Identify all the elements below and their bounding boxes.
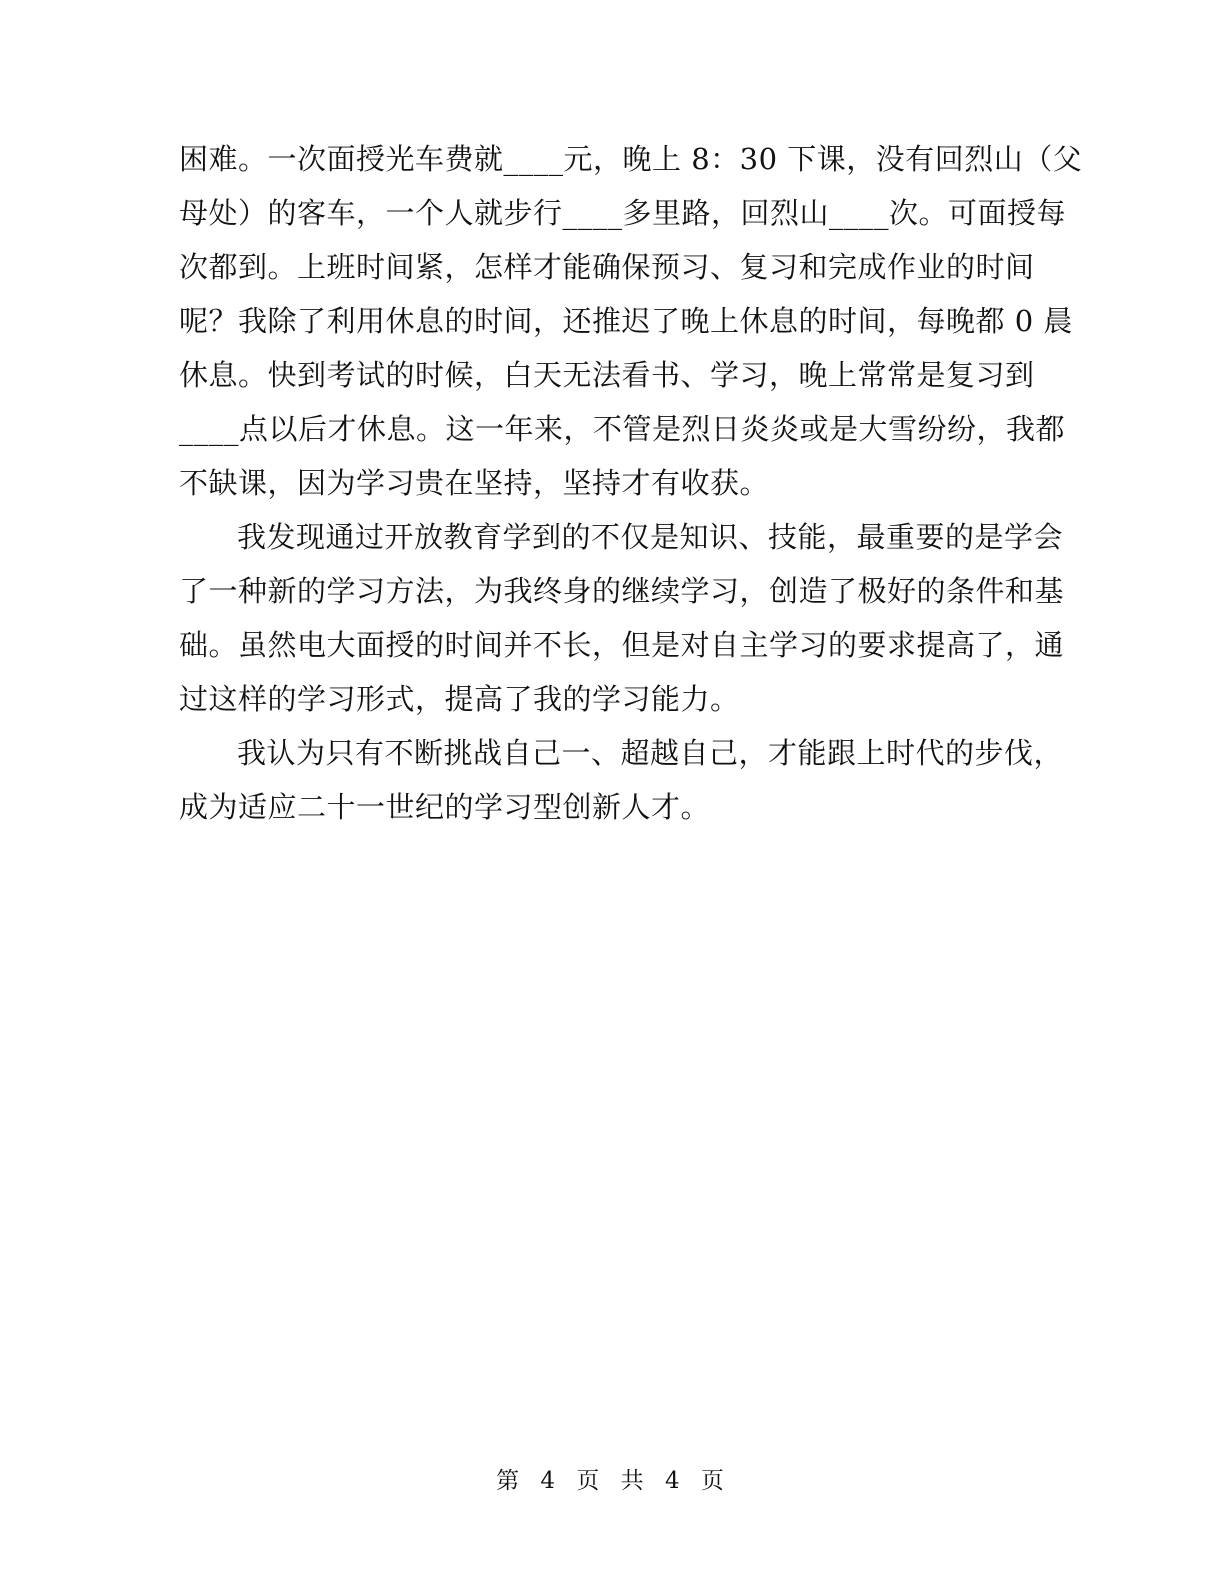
- text-line: 成为适应二十一世纪的学习型创新人才。: [179, 790, 711, 824]
- text-line: ____点以后才休息。这一年来，不管是烈日炎炎或是大雪纷纷，我都: [179, 412, 1066, 446]
- text-line: 次都到。上班时间紧，怎样才能确保预习、复习和完成作业的时间: [179, 250, 1035, 284]
- page-number-footer: 第 4 页 共 4 页: [496, 1468, 728, 1494]
- text-line: 母处）的客车，一个人就步行____多里路，回烈山____次。可面授每: [179, 196, 1067, 230]
- document-body: [179, 132, 1083, 834]
- text-line: 了一种新的学习方法，为我终身的继续学习，创造了极好的条件和基: [179, 574, 1065, 608]
- paragraph-continuation: [179, 132, 1083, 510]
- text-line: 休息。快到考试的时候，白天无法看书、学习，晚上常常是复习到: [179, 358, 1035, 392]
- text-line: 呢？我除了利用休息的时间，还推迟了晚上休息的时间，每晚都 0 晨: [179, 304, 1073, 338]
- text-line: 过这样的学习形式，提高了我的学习能力。: [179, 682, 740, 716]
- text-line: 困难。一次面授光车费就____元，晚上 8：30 下课，没有回烈山（父: [179, 142, 1083, 176]
- text-line: 础。虽然电大面授的时间并不长，但是对自主学习的要求提高了，通: [179, 628, 1065, 662]
- text-line: 我认为只有不断挑战自己一、超越自己，才能跟上时代的步伐，: [237, 736, 1064, 770]
- text-line: 不缺课，因为学习贵在坚持，坚持才有收获。: [179, 466, 770, 500]
- paragraph-open-education: [179, 510, 1065, 726]
- text-line: 我发现通过开放教育学到的不仅是知识、技能，最重要的是学会: [237, 520, 1064, 554]
- paragraph-conclusion: [179, 726, 1064, 834]
